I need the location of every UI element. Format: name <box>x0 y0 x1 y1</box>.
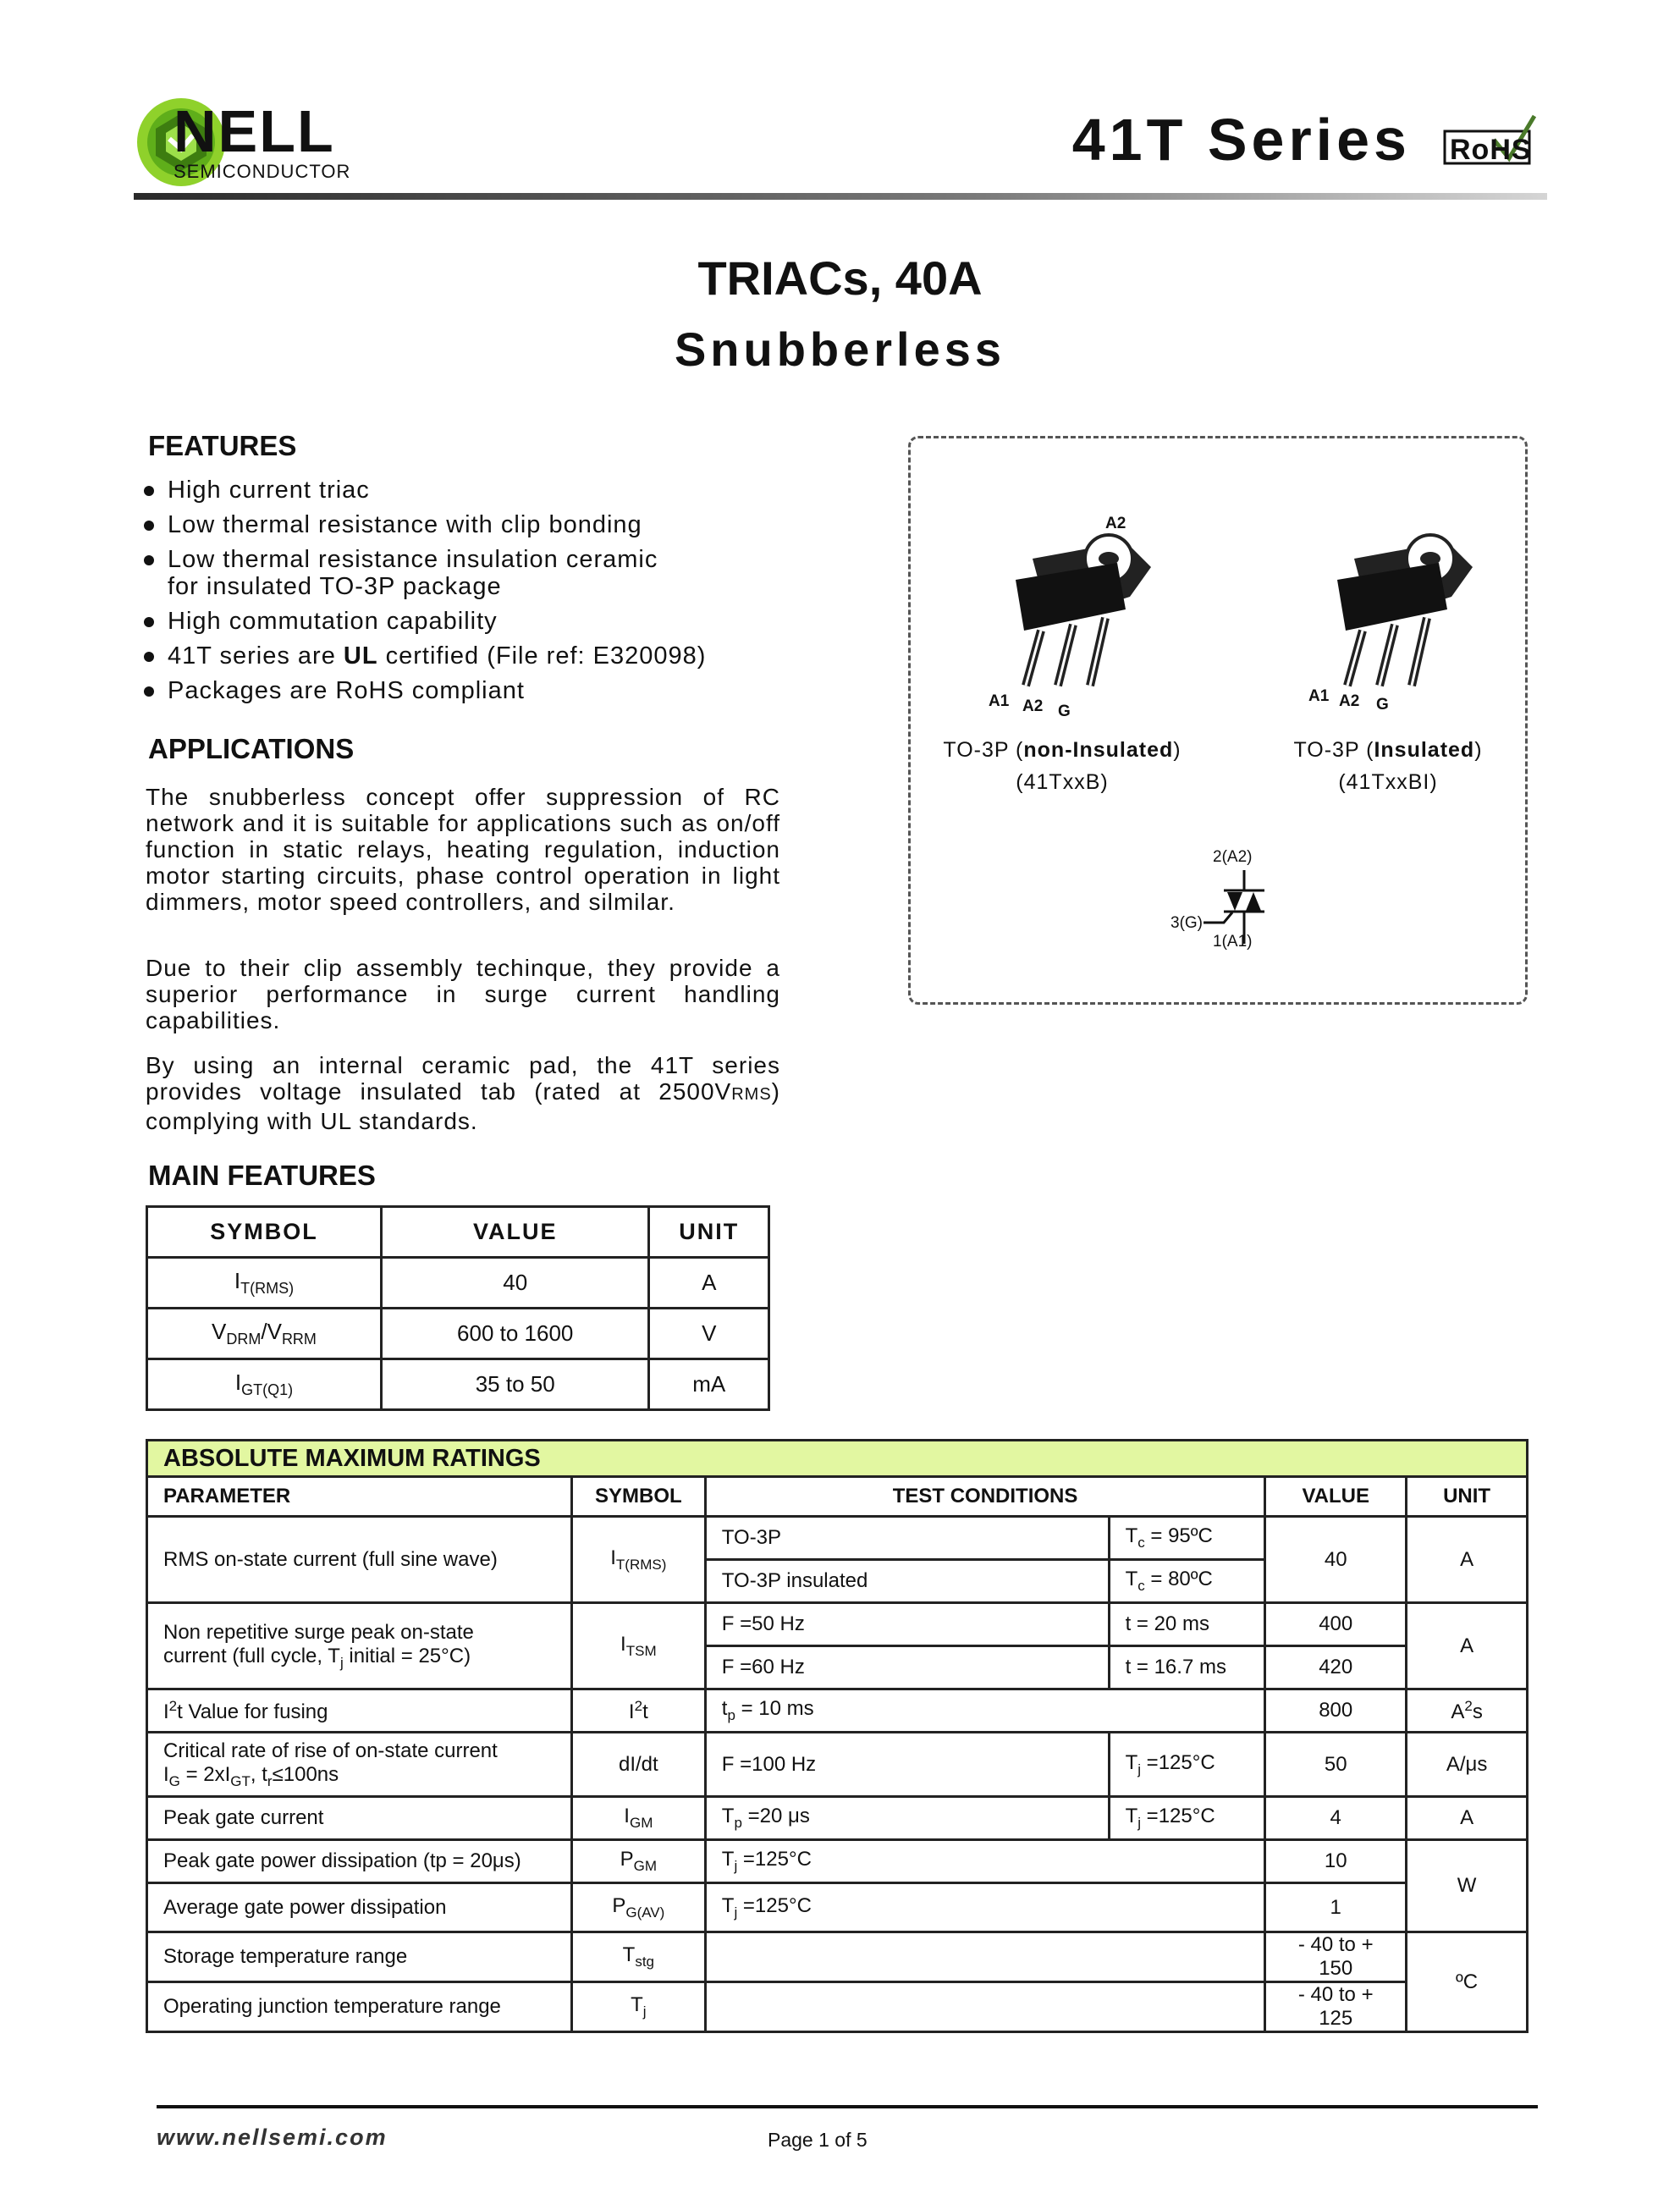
value-cell: 1 <box>1265 1883 1407 1932</box>
footer-rule <box>157 2105 1538 2108</box>
param-cell: Non repetitive surge peak on-state current (full cycle, $T_j$ initial = 25°C) <box>147 1603 572 1689</box>
symbol-cell: $T_j$ <box>571 1982 705 2032</box>
unit-cell: A <box>649 1258 769 1309</box>
table-header-row <box>147 1477 1528 1517</box>
list-item: High current triac <box>142 474 802 506</box>
condition-cell: $T_c$ = 95ºC <box>1109 1517 1265 1560</box>
list-item: Packages are RoHS compliant <box>142 675 802 707</box>
list-item-continuation: for insulated TO-3P package <box>168 573 502 600</box>
symbol-cell: $P_{G(AV)}$ <box>571 1883 705 1932</box>
value-cell: 40 <box>1265 1517 1407 1603</box>
absolute-max-ratings-table <box>146 1439 1529 2033</box>
column-header: TEST CONDITIONS <box>705 1477 1265 1517</box>
param-cell: Critical rate of rise of on-state current $I_G = 2xI_{GT}$, $t_r\le 100ns$ <box>147 1733 572 1797</box>
part-number: (41TxxBI) <box>1338 770 1438 794</box>
to3p-insulated-package-icon <box>1303 533 1490 703</box>
symbol-cell: $I_{GT(Q1)}$ <box>147 1359 382 1410</box>
features-list <box>142 474 802 709</box>
table-row <box>147 1359 769 1410</box>
page-number: Page 1 of 5 <box>768 2129 868 2151</box>
caption-bold: non-Insulated <box>1023 738 1174 762</box>
value-cell: 10 <box>1265 1840 1407 1883</box>
table-row <box>147 1689 1528 1733</box>
column-header: VALUE <box>381 1207 649 1258</box>
list-item: High commutation capability <box>142 605 802 637</box>
brand-subtitle: SEMICONDUCTOR <box>174 161 351 182</box>
applications-heading: APPLICATIONS <box>148 733 355 764</box>
series-title <box>1071 107 1411 173</box>
pin-label-g: G <box>1376 696 1389 714</box>
to3p-package-icon <box>982 533 1168 703</box>
column-header: PARAMETER <box>147 1477 572 1517</box>
rohs-logo-icon <box>1443 131 1536 172</box>
pin-label-a2: A2 <box>1339 692 1360 710</box>
table-row <box>147 1883 1528 1932</box>
unit-cell: V <box>649 1309 769 1359</box>
pin-label-a1: A1 <box>989 692 1010 710</box>
symbol-cell: $I_{T(RMS)}$ <box>571 1517 705 1603</box>
condition-cell: $T_c$ = 80ºC <box>1109 1560 1265 1603</box>
symbol-label-a1: 1(A1) <box>1213 933 1253 951</box>
symbol-cell: dI/dt <box>571 1733 705 1797</box>
table-row <box>147 1517 1528 1560</box>
value-cell: 420 <box>1265 1646 1407 1689</box>
footer-url[interactable]: www.nellsemi.com <box>157 2125 388 2150</box>
unit-cell: $A^2s$ <box>1407 1689 1528 1733</box>
unit-cell: mA <box>649 1359 769 1410</box>
applications-paragraph-2: Due to their clip assembly techinque, they provide a superior performance in surge current handling capabilities. <box>146 955 780 1033</box>
column-header: UNIT <box>1407 1477 1528 1517</box>
pin-label-a2: A2 <box>1022 697 1044 715</box>
column-header: VALUE <box>1265 1477 1407 1517</box>
symbol-label-g: 3(G) <box>1170 914 1203 932</box>
unit-cell: A <box>1407 1603 1528 1689</box>
param-cell: Peak gate current <box>147 1797 572 1840</box>
list-item: Low thermal resistance with clip bonding <box>142 509 802 541</box>
condition-cell: F =100 Hz <box>705 1733 1109 1797</box>
rohs-text: RoHS <box>1450 134 1532 166</box>
main-features-heading: MAIN FEATURES <box>148 1160 376 1191</box>
package-caption-left <box>931 734 1193 798</box>
symbol-cell: $I_{GM}$ <box>571 1797 705 1840</box>
value-cell: 800 <box>1265 1689 1407 1733</box>
package-caption-right <box>1261 734 1515 798</box>
value-cell: 40 <box>381 1258 649 1309</box>
param-cell: Storage temperature range <box>147 1932 572 1982</box>
table-row <box>147 1733 1528 1797</box>
param-cell: $I^2t$ Value for fusing <box>147 1689 572 1733</box>
caption-suffix: ) <box>1474 738 1483 762</box>
condition-cell: F =60 Hz <box>705 1646 1109 1689</box>
table-row <box>147 1309 769 1359</box>
param-cell: RMS on-state current (full sine wave) <box>147 1517 572 1603</box>
symbol-cell: $I^2t$ <box>571 1689 705 1733</box>
condition-cell <box>705 1982 1265 2032</box>
table-row <box>147 1982 1528 2032</box>
list-item <box>142 640 802 672</box>
list-item: Low thermal resistance insulation ceramic <box>142 543 802 576</box>
pin-label-a1: A1 <box>1308 687 1330 705</box>
condition-cell <box>705 1932 1265 1982</box>
caption-prefix: TO-3P ( <box>1293 738 1374 762</box>
unit-cell: W <box>1407 1840 1528 1932</box>
symbol-cell: $V_{DRM}/V_{RRM}$ <box>147 1309 382 1359</box>
param-cell: Operating junction temperature range <box>147 1982 572 2032</box>
series-title-text: 41T Series <box>1071 107 1411 173</box>
table-row <box>147 1840 1528 1883</box>
table-row <box>147 1603 1528 1646</box>
symbol-cell: $P_{GM}$ <box>571 1840 705 1883</box>
table-title: ABSOLUTE MAXIMUM RATINGS <box>147 1441 1528 1477</box>
main-features-table <box>146 1205 770 1411</box>
unit-cell: ºC <box>1407 1932 1528 2032</box>
symbol-cell: $T_{stg}$ <box>571 1932 705 1982</box>
column-header: UNIT <box>649 1207 769 1258</box>
caption-bold: Insulated <box>1374 738 1475 762</box>
page-title: TRIACs, 40A <box>697 251 983 305</box>
condition-cell: $T_p =20$ μs <box>705 1797 1109 1840</box>
value-cell: 600 to 1600 <box>381 1309 649 1359</box>
column-header: SYMBOL <box>571 1477 705 1517</box>
ul-cert-text: 41T series are UL certified (File ref: E320098) <box>168 642 707 670</box>
pin-label-a2-top: A2 <box>1105 515 1126 532</box>
symbol-cell: $I_{T(RMS)}$ <box>147 1258 382 1309</box>
value-cell: 50 <box>1265 1733 1407 1797</box>
features-heading: FEATURES <box>148 430 297 461</box>
param-cell: Average gate power dissipation <box>147 1883 572 1932</box>
value-cell: 400 <box>1265 1603 1407 1646</box>
condition-cell: $t_p = 10$ ms <box>705 1689 1265 1733</box>
table-row <box>147 1932 1528 1982</box>
symbol-label-a2: 2(A2) <box>1213 848 1253 866</box>
unit-cell: A <box>1407 1797 1528 1840</box>
applications-paragraph-3: By using an internal ceramic pad, the 41T series provides voltage insulated tab (rated at 2500VRMS) complying with UL standards. <box>146 1052 780 1134</box>
table-row <box>147 1258 769 1309</box>
applications-paragraph-1: The snubberless concept offer suppression of RC network and it is suitable for applications such as on/off function in static relays, heating regulation, induction motor starting circuits, phase control operation in light dimmers, motor speed controllers, and silmilar. <box>146 784 780 915</box>
symbol-cell: $I_{TSM}$ <box>571 1603 705 1689</box>
condition-cell: t = 20 ms <box>1109 1603 1265 1646</box>
part-number: (41TxxB) <box>1016 770 1109 794</box>
condition-cell: F =50 Hz <box>705 1603 1109 1646</box>
condition-cell: TO-3P <box>705 1517 1109 1560</box>
condition-cell: $T_j =125^\circ C$ <box>1109 1733 1265 1797</box>
table-header-row <box>147 1207 769 1258</box>
unit-cell: A <box>1407 1517 1528 1603</box>
condition-cell: $T_j =125^\circ C$ <box>1109 1797 1265 1840</box>
header-rule <box>134 193 1547 200</box>
value-cell: 4 <box>1265 1797 1407 1840</box>
column-header: SYMBOL <box>147 1207 382 1258</box>
value-cell: - 40 to + 150 <box>1265 1932 1407 1982</box>
condition-cell: $T_j =125^\circ C$ <box>705 1840 1265 1883</box>
caption-suffix: ) <box>1173 738 1182 762</box>
value-cell: 35 to 50 <box>381 1359 649 1410</box>
page-subtitle: Snubberless <box>674 322 1006 376</box>
condition-cell: $T_j =125^\circ C$ <box>705 1883 1265 1932</box>
unit-cell: A/μs <box>1407 1733 1528 1797</box>
param-cell: Peak gate power dissipation (tp = 20μs) <box>147 1840 572 1883</box>
table-row <box>147 1797 1528 1840</box>
value-cell: - 40 to + 125 <box>1265 1982 1407 2032</box>
brand-name: NELL <box>174 98 335 164</box>
condition-cell: t = 16.7 ms <box>1109 1646 1265 1689</box>
condition-cell: TO-3P insulated <box>705 1560 1109 1603</box>
caption-prefix: TO-3P ( <box>943 738 1024 762</box>
table-title-row <box>147 1441 1528 1477</box>
pin-label-g: G <box>1058 703 1071 720</box>
